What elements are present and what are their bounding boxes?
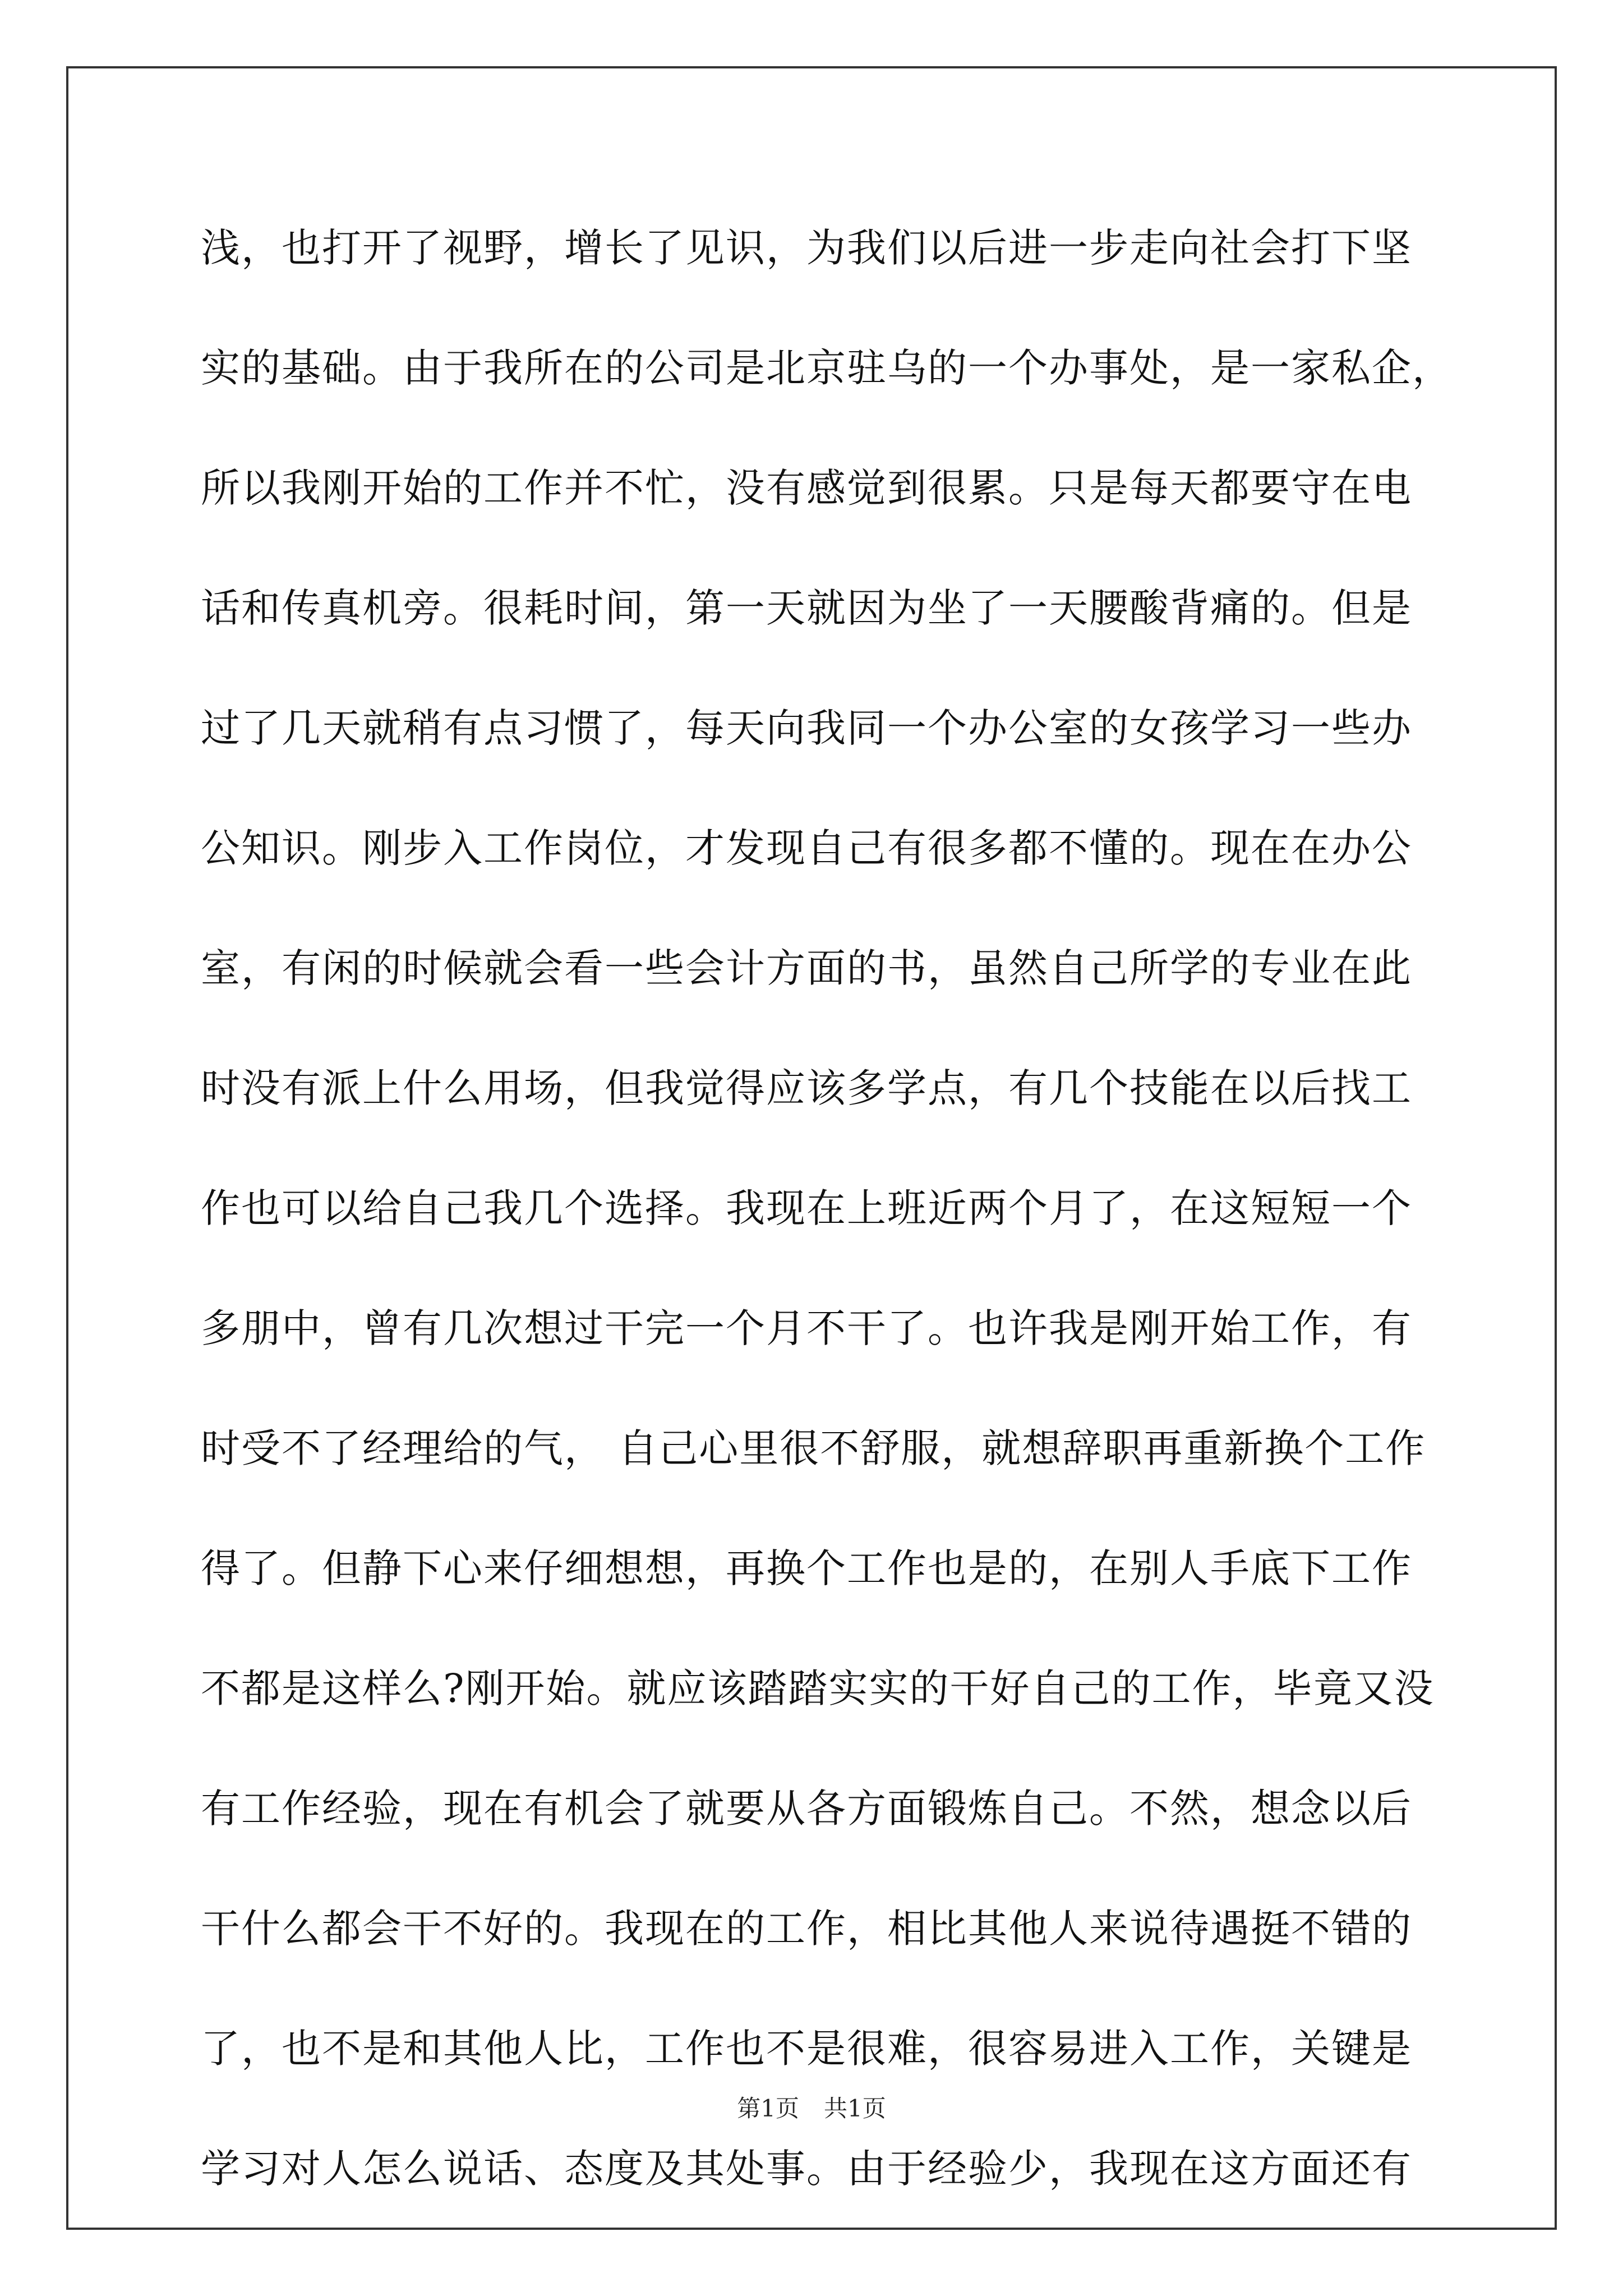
text-line: 不都是这样么?刚开始。就应该踏踏实实的干好自己的工作，毕竟又没 xyxy=(201,1665,1435,1711)
document-body xyxy=(201,214,1453,2255)
text-line: 实的基础。由于我所在的公司是北京驻乌的一个办事处，是一家私企， xyxy=(201,345,1453,391)
text-line: 作也可以给自己我几个选择。我现在上班近两个月了，在这短短一个 xyxy=(201,1185,1412,1231)
text-line: 浅，也打开了视野，增长了见识，为我们以后进一步走向社会打下坚 xyxy=(201,225,1412,271)
text-line: 时没有派上什么用场，但我觉得应该多学点，有几个技能在以后找工 xyxy=(201,1065,1412,1111)
text-line: 所以我刚开始的工作并不忙，没有感觉到很累。只是每天都要守在电 xyxy=(201,465,1412,511)
text-line: 学习对人怎么说话、态度及其处事。由于经验少，我现在这方面还有 xyxy=(201,2146,1412,2192)
text-line: 有工作经验，现在有机会了就要从各方面锻炼自己。不然，想念以后 xyxy=(201,1786,1412,1832)
text-line: 干什么都会干不好的。我现在的工作，相比其他人来说待遇挺不错的 xyxy=(201,1906,1412,1952)
text-line: 过了几天就稍有点习惯了，每天向我同一个办公室的女孩学习一些办 xyxy=(201,705,1412,751)
page-number: 第1页 xyxy=(737,2095,799,2122)
text-line: 得了。但静下心来仔细想想，再换个工作也是的，在别人手底下工作 xyxy=(201,1545,1412,1591)
text-line: 时受不了经理给的气， 自己心里很不舒服，就想辞职再重新换个工作 xyxy=(201,1425,1426,1471)
text-line: 多朋中，曾有几次想过干完一个月不干了。也许我是刚开始工作，有 xyxy=(201,1305,1412,1351)
text-line: 公知识。刚步入工作岗位，才发现自己有很多都不懂的。现在在办公 xyxy=(201,825,1412,871)
page-count: 共1页 xyxy=(824,2095,886,2122)
page-footer xyxy=(0,2090,1623,2124)
text-line: 室，有闲的时候就会看一些会计方面的书，虽然自己所学的专业在此 xyxy=(201,945,1412,991)
text-line: 话和传真机旁。很耗时间，第一天就因为坐了一天腰酸背痛的。但是 xyxy=(201,585,1412,631)
text-line: 了，也不是和其他人比，工作也不是很难，很容易进入工作，关键是 xyxy=(201,2026,1412,2072)
